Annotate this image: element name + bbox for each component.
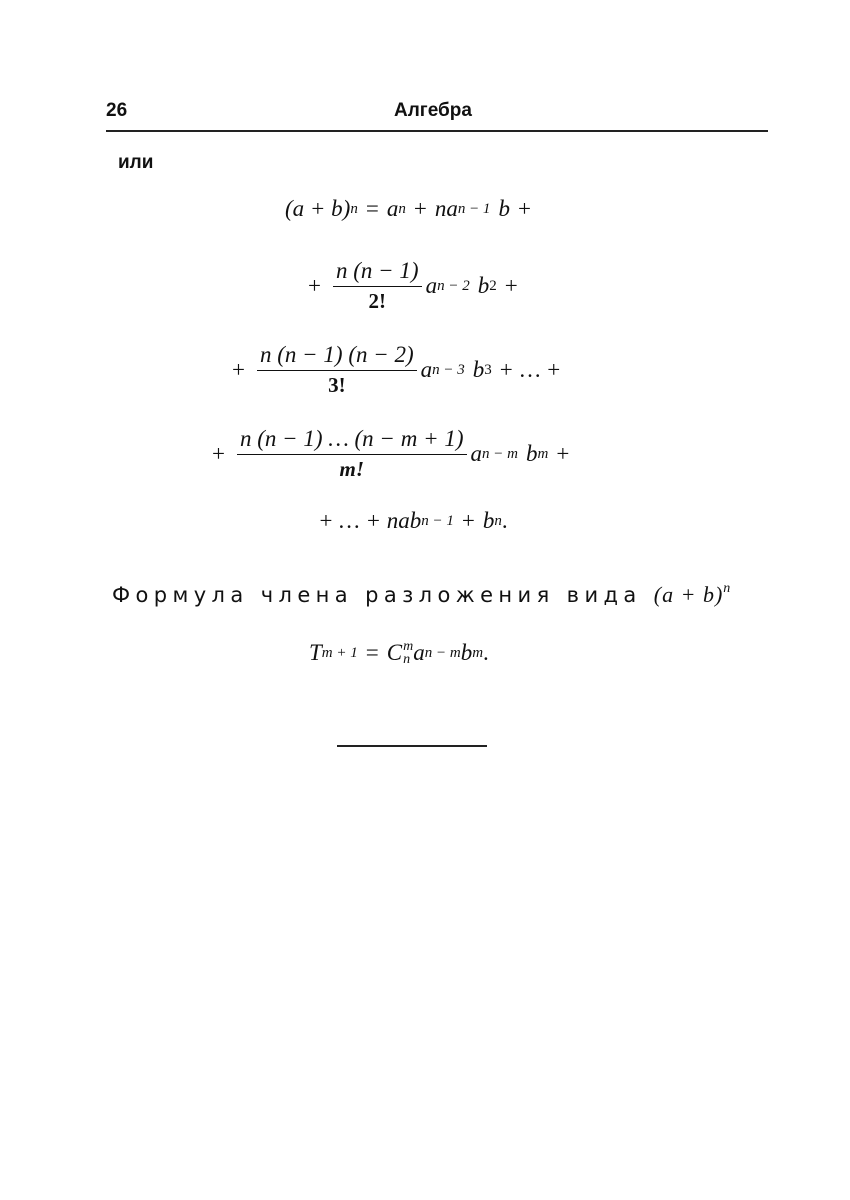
- term-b: b: [477, 273, 490, 298]
- term-1: a: [386, 196, 399, 221]
- term-b-exponent: n: [494, 513, 502, 529]
- fraction: [237, 426, 467, 482]
- term-a: a: [425, 273, 438, 298]
- general-term-sentence: [112, 582, 731, 608]
- sentence-expr-exponent: n: [723, 581, 732, 597]
- intro-word: или: [118, 152, 154, 173]
- term-a: a: [470, 441, 482, 466]
- sentence-text: Формула члена разложения вида: [112, 583, 642, 607]
- expansion-line-1: [285, 196, 531, 222]
- term-1-exponent: n: [398, 201, 406, 217]
- term-b: b: [472, 357, 485, 382]
- plus-sign: +: [232, 357, 245, 382]
- fraction-numerator: n (n − 1): [333, 258, 422, 287]
- fraction-numerator: n (n − 1) (n − 2): [257, 342, 417, 371]
- expansion-line-2: + $\frac{n (n - 1)}{2!}$ a n − 2 b 2 +: [308, 258, 518, 313]
- lhs-base: (a + b): [285, 196, 351, 221]
- plus-sign: +: [556, 441, 570, 466]
- page-number: 26: [106, 100, 128, 121]
- expansion-line-3: + $\frac{n (n - 1) (n - 2)}{3!}$ a n − 3 b 3 + … +: [232, 342, 561, 397]
- term-b-exponent: m: [537, 446, 549, 462]
- term-b: b: [525, 441, 538, 466]
- fraction: [257, 342, 417, 398]
- term-b: b: [482, 508, 495, 533]
- fraction-numerator: n (n − 1) … (n − m + 1): [237, 426, 467, 455]
- coefficient-subscript: n: [403, 652, 411, 667]
- plus-sign: +: [504, 273, 518, 298]
- section-end-rule: [337, 745, 487, 747]
- term-a-exponent: n − 3: [432, 362, 465, 378]
- expansion-line-4: [212, 426, 569, 482]
- fraction-denominator: m!: [339, 457, 364, 481]
- plus-sign: +: [461, 508, 475, 533]
- term-a-exponent: n − m: [424, 645, 461, 661]
- term-2-b: b: [498, 196, 510, 221]
- sentence-expr: (a + b): [653, 582, 724, 607]
- period: .: [501, 508, 508, 533]
- term-2-exponent: n − 1: [457, 201, 491, 217]
- term-a-exponent: n − 2: [437, 278, 470, 294]
- running-title: Алгебра: [394, 100, 472, 121]
- plus-sign: +: [413, 196, 427, 221]
- term-T: T: [309, 640, 322, 665]
- fraction-denominator: 2!: [368, 289, 387, 313]
- fraction-denominator: 3!: [328, 373, 346, 397]
- term-a: a: [420, 357, 433, 382]
- lead-exponent: n − 1: [421, 513, 454, 529]
- plus-sign: +: [517, 196, 531, 221]
- lhs-exponent: n: [350, 201, 358, 217]
- expansion-line-5: [318, 508, 508, 534]
- equals-sign: =: [365, 640, 379, 665]
- term-a-exponent: n − m: [482, 446, 518, 462]
- term-a: a: [413, 640, 425, 665]
- binomial-coefficient: C: [386, 640, 403, 665]
- term-b-exponent: m: [472, 645, 484, 661]
- term-T-subscript: m + 1: [321, 645, 358, 661]
- term-b: b: [460, 640, 473, 665]
- plus-sign: +: [212, 441, 225, 466]
- general-term-formula: [309, 640, 489, 666]
- line-lead: + … + nab: [318, 508, 422, 533]
- term-2: na: [434, 196, 458, 221]
- coefficient-superscript: m: [403, 639, 414, 654]
- page-header: [106, 98, 768, 132]
- period: .: [483, 640, 489, 665]
- plus-sign: +: [308, 273, 321, 298]
- ellipsis-tail: + … +: [499, 357, 561, 382]
- fraction: [333, 258, 422, 314]
- equals-sign: =: [365, 196, 379, 221]
